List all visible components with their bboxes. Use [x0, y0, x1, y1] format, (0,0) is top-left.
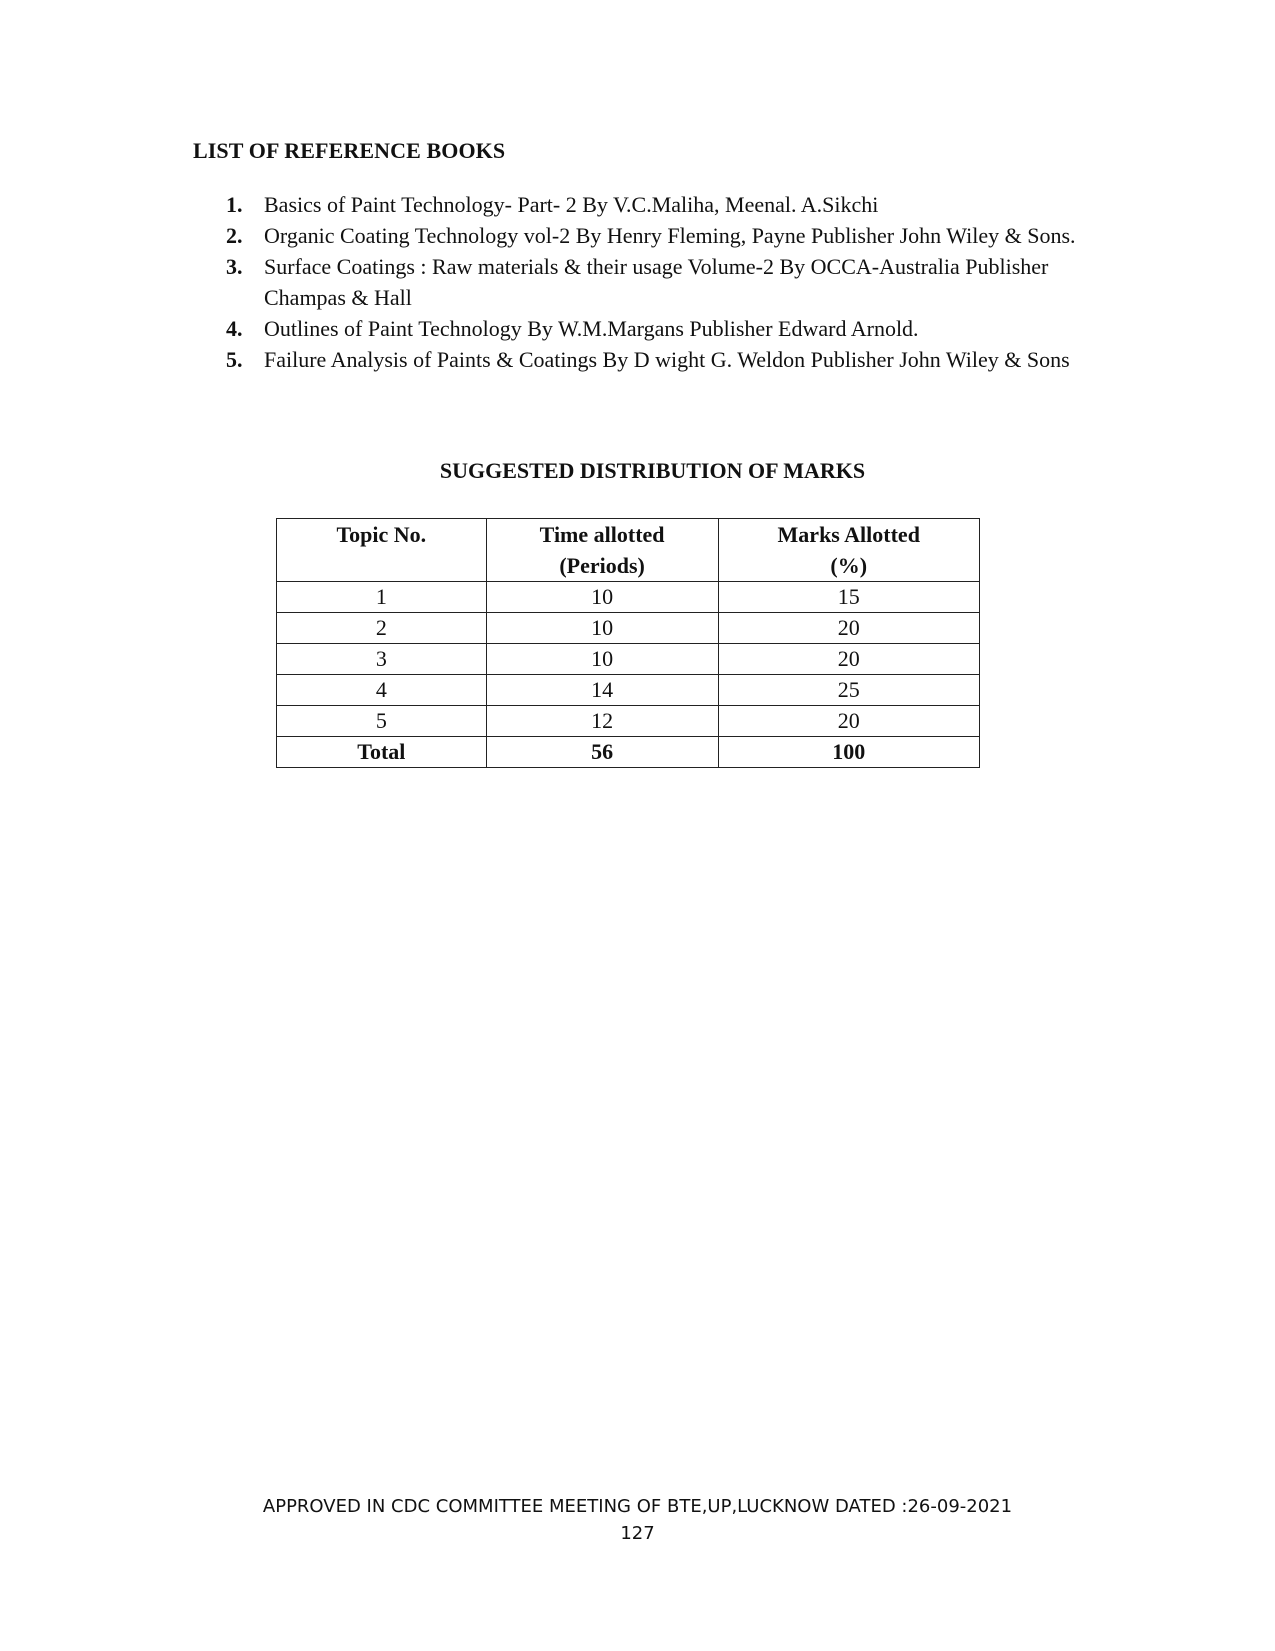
- header-marks-line2: (%): [830, 553, 868, 578]
- table-row: [277, 706, 980, 737]
- page-number: 127: [620, 1523, 655, 1544]
- marks-distribution-title: [0, 458, 1275, 484]
- cell-marks: 25: [718, 675, 980, 706]
- header-time-line2: (Periods): [559, 553, 645, 578]
- header-topic-no: [277, 519, 487, 582]
- cell-time: 10: [486, 613, 718, 644]
- cell-marks: 20: [718, 706, 980, 737]
- reference-item: [226, 189, 1086, 220]
- cell-marks: 20: [718, 644, 980, 675]
- cell-marks: 20: [718, 613, 980, 644]
- cell-marks: 15: [718, 582, 980, 613]
- cell-time: 10: [486, 582, 718, 613]
- reference-number: 2.: [226, 223, 243, 248]
- reference-text: Outlines of Paint Technology By W.M.Margans Publisher Edward Arnold.: [264, 316, 919, 341]
- reference-item: [226, 313, 1086, 344]
- reference-number: 3.: [226, 254, 243, 279]
- cell-time: 14: [486, 675, 718, 706]
- total-time: 56: [486, 737, 718, 768]
- table-total-row: [277, 737, 980, 768]
- reference-item: [226, 220, 1086, 251]
- reference-text: Organic Coating Technology vol-2 By Henry Fleming, Payne Publisher John Wiley & Sons.: [264, 223, 1076, 248]
- reference-text: Surface Coatings : Raw materials & their usage Volume-2 By OCCA-Australia Publisher Champas & Hall: [264, 254, 1049, 310]
- header-time-allotted: [486, 519, 718, 582]
- cell-topic: 1: [277, 582, 487, 613]
- reference-number: 4.: [226, 316, 243, 341]
- cell-topic: 3: [277, 644, 487, 675]
- cell-time: 10: [486, 644, 718, 675]
- table-row: [277, 613, 980, 644]
- reference-text: Failure Analysis of Paints & Coatings By D wight G. Weldon Publisher John Wiley & Sons: [264, 347, 1070, 372]
- cell-topic: 2: [277, 613, 487, 644]
- total-marks: 100: [718, 737, 980, 768]
- header-time-line1: Time allotted: [539, 522, 665, 547]
- reference-item: [226, 251, 1086, 313]
- page-footer: [0, 1493, 1275, 1547]
- reference-number: 5.: [226, 347, 243, 372]
- approval-note: APPROVED IN CDC COMMITTEE MEETING OF BTE,UP,LUCKNOW DATED :26-09-2021: [262, 1496, 1013, 1517]
- reference-item: [226, 344, 1086, 375]
- marks-distribution-table: [276, 518, 980, 768]
- reference-books-heading: LIST OF REFERENCE BOOKS: [193, 138, 506, 163]
- cell-time: 12: [486, 706, 718, 737]
- marks-distribution-title-text: SUGGESTED DISTRIBUTION OF MARKS: [439, 458, 866, 483]
- reference-text: Basics of Paint Technology- Part- 2 By V.C.Maliha, Meenal. A.Sikchi: [264, 192, 879, 217]
- total-label: Total: [277, 737, 487, 768]
- table-row: [277, 644, 980, 675]
- table-row: [277, 582, 980, 613]
- table-header-row: [277, 519, 980, 582]
- reference-number: 1.: [226, 192, 243, 217]
- cell-topic: 4: [277, 675, 487, 706]
- header-marks-line1: Marks Allotted: [777, 522, 920, 547]
- reference-list: [226, 189, 1086, 375]
- header-topic-label: Topic No.: [336, 522, 427, 547]
- cell-topic: 5: [277, 706, 487, 737]
- table-row: [277, 675, 980, 706]
- header-marks-allotted: [718, 519, 980, 582]
